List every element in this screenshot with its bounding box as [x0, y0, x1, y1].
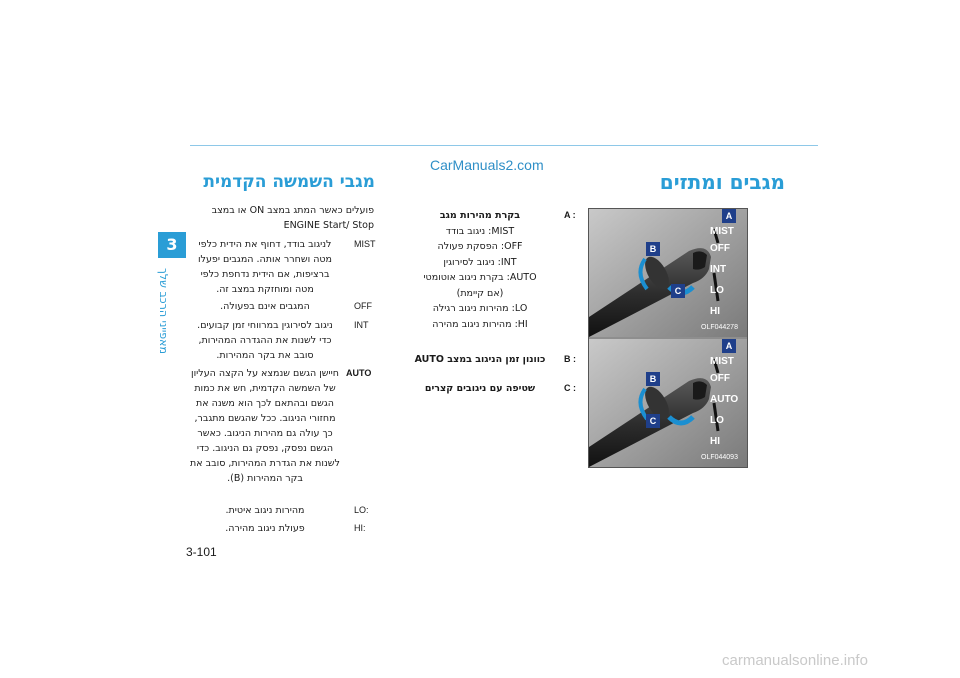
stalk-tip — [693, 251, 707, 269]
marker-c: C — [671, 284, 685, 298]
watermark: CarManuals2.com — [430, 157, 544, 173]
left-intro: פועלים כאשר המתג במצב ON או במצב ENGINE Start/ Stop — [211, 205, 374, 231]
figure1-labels — [710, 225, 734, 318]
legend-a-line: LO: מהירות ניגוב רגילה — [432, 303, 528, 314]
code-off: OFF — [354, 301, 372, 311]
marker-a-2: A — [722, 339, 736, 353]
right-heading: מגבים ומתזים — [659, 170, 785, 194]
legend-a-line: (אם קיימת) — [456, 287, 504, 299]
figure2-code: OLF044093 — [701, 454, 738, 461]
legend-a-label: A : — [564, 210, 576, 220]
legend-a-line: INT: ניגוב לסירוגין — [443, 256, 517, 268]
figure-label-int: INT — [710, 264, 727, 275]
legend-c-text: שטיפה עם ניגובים קצרים — [424, 383, 536, 394]
figure1-code: OLF044278 — [701, 324, 738, 331]
stalk-tip-2 — [693, 381, 707, 399]
desc-int: ניגוב לסירוגין במרווחי זמן קבועים. כדי לשנות את ההגדרה המהירות, סובב את בקר המהירות. — [197, 320, 333, 361]
marker-a: A — [722, 209, 736, 223]
legend-c-label: C : — [564, 383, 576, 393]
top-rule — [190, 145, 818, 146]
figure-label-hi: HI — [710, 306, 720, 317]
legend-b-text: כוונון זמן הניגוב במצב AUTO — [414, 354, 546, 365]
legend-a — [400, 208, 560, 332]
figure-label-auto: AUTO — [710, 394, 739, 405]
figure2-labels — [710, 355, 738, 448]
chapter-tab: 3 — [158, 232, 186, 258]
legend-a-line: MIST: ניגוב בודד — [445, 225, 515, 237]
desc-lo: מהירות ניגוב איטית. — [225, 505, 305, 516]
code-lo: LO: — [354, 505, 369, 515]
legend-a-line: HI: מהירות ניגוב מהירה — [432, 318, 528, 330]
figure-label-hi: HI — [710, 436, 720, 447]
desc-off: המגבים אינם בפעולה. — [220, 301, 310, 312]
desc-hi: פעולת ניגוב מהירה. — [225, 523, 305, 534]
legend-a-line: בקרת מהירות מגב — [439, 210, 521, 221]
code-auto: AUTO — [346, 368, 372, 378]
figure-label-lo: LO — [710, 285, 724, 296]
sidebar-label: מאפייני הרכב שלך — [157, 268, 170, 354]
figure-label-lo: LO — [710, 415, 724, 426]
figure-label-off: OFF — [710, 243, 730, 254]
legend-b-label: B : — [564, 354, 576, 364]
marker-c-2: C — [646, 414, 660, 428]
marker-b-2: B — [646, 372, 660, 386]
footer-watermark: carmanualsonline.info — [722, 652, 868, 669]
marker-b: B — [646, 242, 660, 256]
code-int: INT — [354, 320, 369, 330]
desc-mist: לניגוב בודד, דחוף את הידית כלפי מטה ושחרר אותה. המגבים יפעלו ברציפות, אם הידית נדחפת כלפי מטה ומוחזקת במצב זה. — [197, 239, 333, 295]
code-mist: MIST — [354, 239, 376, 249]
wiper-lever-illustration — [588, 208, 748, 468]
code-hi: HI: — [354, 523, 366, 533]
legend-a-line: AUTO: בקרת ניגוב אוטומטי — [423, 272, 537, 283]
figure-label-off: OFF — [710, 373, 730, 384]
legend-a-line: OFF: הפסקת פעולה — [437, 241, 523, 252]
page-number: 3-101 — [186, 545, 217, 559]
left-heading: מגבי השמשה הקדמית — [203, 172, 375, 192]
desc-auto: חיישן הגשם שנמצא על הקצה העליון של השמשה הקדמית, חש את כמות הגשם ובהתאם לכך הוא משנה את מחזורי הניגוב. ככל שהגשם מתגבר, כך עולה גם מהירות הניגוב. כאשר הגשם נפסק, נפסק גם הניגוב. כדי לשנות את הגדרת המהירות, סובב את בקר המהירות (B). — [190, 368, 340, 484]
figure-label-mist: MIST — [710, 356, 734, 367]
figure-label-mist: MIST — [710, 226, 734, 237]
